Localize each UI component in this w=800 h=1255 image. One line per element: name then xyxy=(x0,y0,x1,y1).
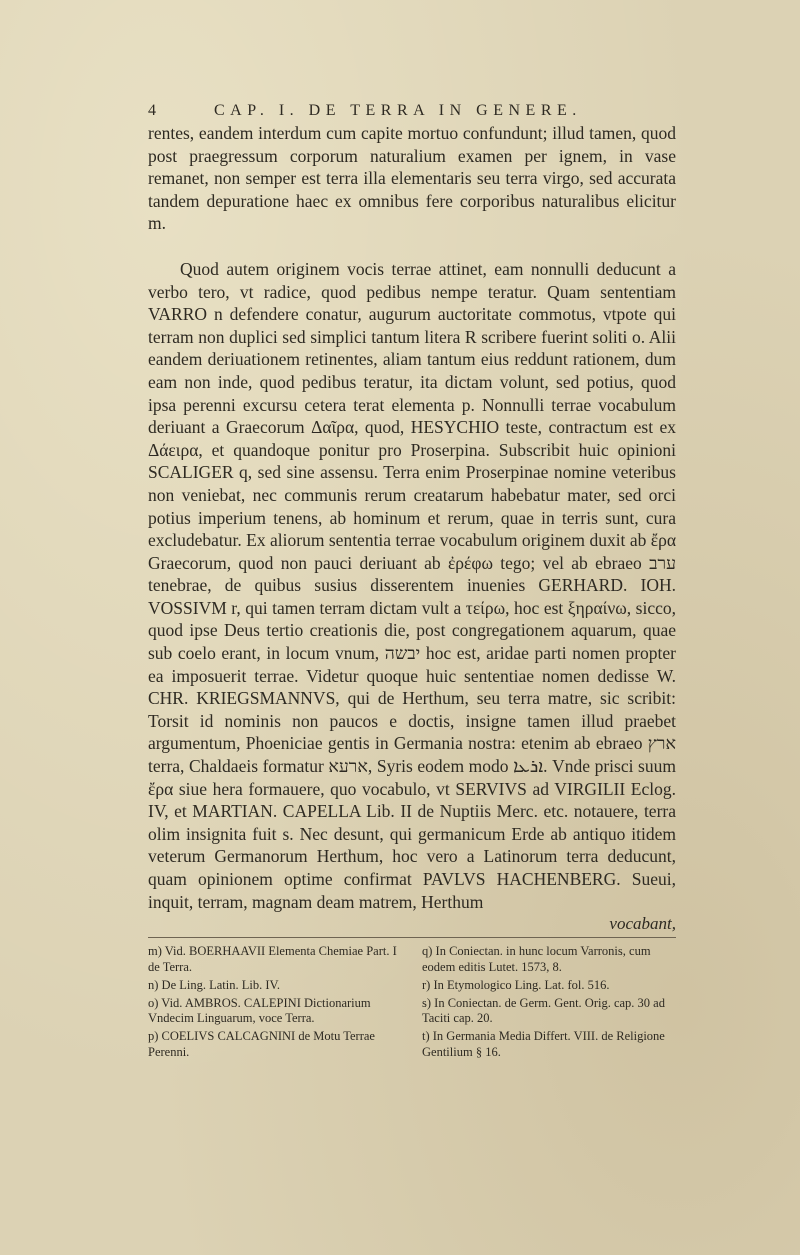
footnote-s: s) In Coniectan. de Germ. Gent. Orig. cap. 30 ad Taciti cap. 20. xyxy=(422,995,665,1026)
footnotes xyxy=(148,944,676,1063)
paragraph-2: Quod autem originem vocis terrae attinet, eam nonnulli deducunt a verbo tero, vt radice, quod pedibus nempe teratur. Quam sententiam VARRO n defendere conatur, augurum auctoritate commotus, vtpote qui terram non duplici sed simplici tantum litera R scribere fuerint soliti o. Alii eandem deriuationem retinentes, aliam tantum eius reddunt rationem, dum eam non inde, quod pedibus teratur, ita dictam volunt, sed potius, quod ipsa perenni excursu cetera terat elementa p. Nonnulli terrae vocabulum deriuant a Graecorum Δαῖρα, quod, HESYCHIO teste, contractum est ex Δάειρα, et quandoque ponitur pro Proserpina. Subscribit huic opinioni SCALIGER q, sed sine assensu. Terra enim Proserpinae nomine veteribus non veniebat, nec communis rerum creatarum habebatur mater, sed orci potius imperium tenens, ab hominum et rerum, quae in terris sunt, cura excludebatur. Ex aliorum sententia terrae vocabulum originem duxit ab ἔρα Graecorum, quod non pauci deriuant ab ἐρέφω tego; vel ab ebraeo ערב tenebrae, de quibus susius disserentem inuenies GERHARD. IOH. VOSSIVM r, qui tamen terram dictam vult a τείρω, hoc est ξηραίνω, sicco, quod ipse Deus tertio creationis die, post congregationem aquarum, quae sub coelo erant, in locum vnum, יבשה hoc est, aridae parti nomen propter ea imposuerit terrae. Videtur quoque huic sententiae nomen dedisse W. CHR. KRIEGSMANNVS, qui de Herthum, seu terra matre, sic scribit: Torsit id nominis non paucos e doctis, insigne tamen illud praebet argumentum, Phoeniciae gentis in Germania nostra: etenim ab ebraeo ארץ terra, Chaldaeis formatur ארעא, Syris eodem modo ܐܪܥܐ. Vnde prisci suum ἔρα siue hera formauere, quo vocabulo, vt SERVIVS ad VIRGILII Eclog. IV, et MARTIAN. CAPELLA Lib. II de Nuptiis Merc. etc. notauere, terra olim insignita fuit s. Nec desunt, qui germanicum Erde ab antiquo itidem veterum Germanorum Herthum, hoc vero a Latinorum terra deducunt, quam opinionem optime confirmat PAVLVS HACHENBERG. Sueui, inquit, terram, magnam deam matrem, Herthum xyxy=(148,258,676,912)
footnote-p: p) COELIVS CALCAGNINI de Motu Terrae Perenni. xyxy=(148,1029,375,1059)
main-text xyxy=(148,122,676,913)
running-header xyxy=(148,100,676,122)
footnote-o: o) Vid. AMBROS. CALEPINI Dictionarium Vndecim Linguarum, voce Terra. xyxy=(148,995,371,1026)
catchword: vocabant, xyxy=(609,914,676,934)
footnote-m: m) Vid. BOERHAAVII Elementa Chemiae Part. I de Terra. xyxy=(148,944,397,974)
footnote-q: q) In Coniectan. in hunc locum Varronis, cum eodem editis Lutet. 1573, 8. xyxy=(422,944,651,974)
footnotes-right-column xyxy=(422,944,676,1063)
paragraph-1: rentes, eandem interdum cum capite mortuo confundunt; illud tamen, quod post praegressum corporum naturalium examen per ignem, in vase remanet, non semper est terra illa elementaris seu terra virgo, sed accurata tandem depuratione haec ex omnibus fere corporibus naturalibus elicitur m. xyxy=(148,123,676,234)
footnote-rule xyxy=(148,937,676,938)
footnote-r: r) In Etymologico Ling. Lat. fol. 516. xyxy=(422,977,610,992)
book-page xyxy=(148,100,676,1063)
footnote-t: t) In Germania Media Differt. VIII. de Religione Gentilium § 16. xyxy=(422,1029,665,1059)
footnote-n: n) De Ling. Latin. Lib. IV. xyxy=(148,977,281,992)
footnotes-left-column xyxy=(148,944,402,1063)
running-title: CAP. I. DE TERRA IN GENERE. xyxy=(214,102,582,119)
page-number: 4 xyxy=(148,102,162,119)
